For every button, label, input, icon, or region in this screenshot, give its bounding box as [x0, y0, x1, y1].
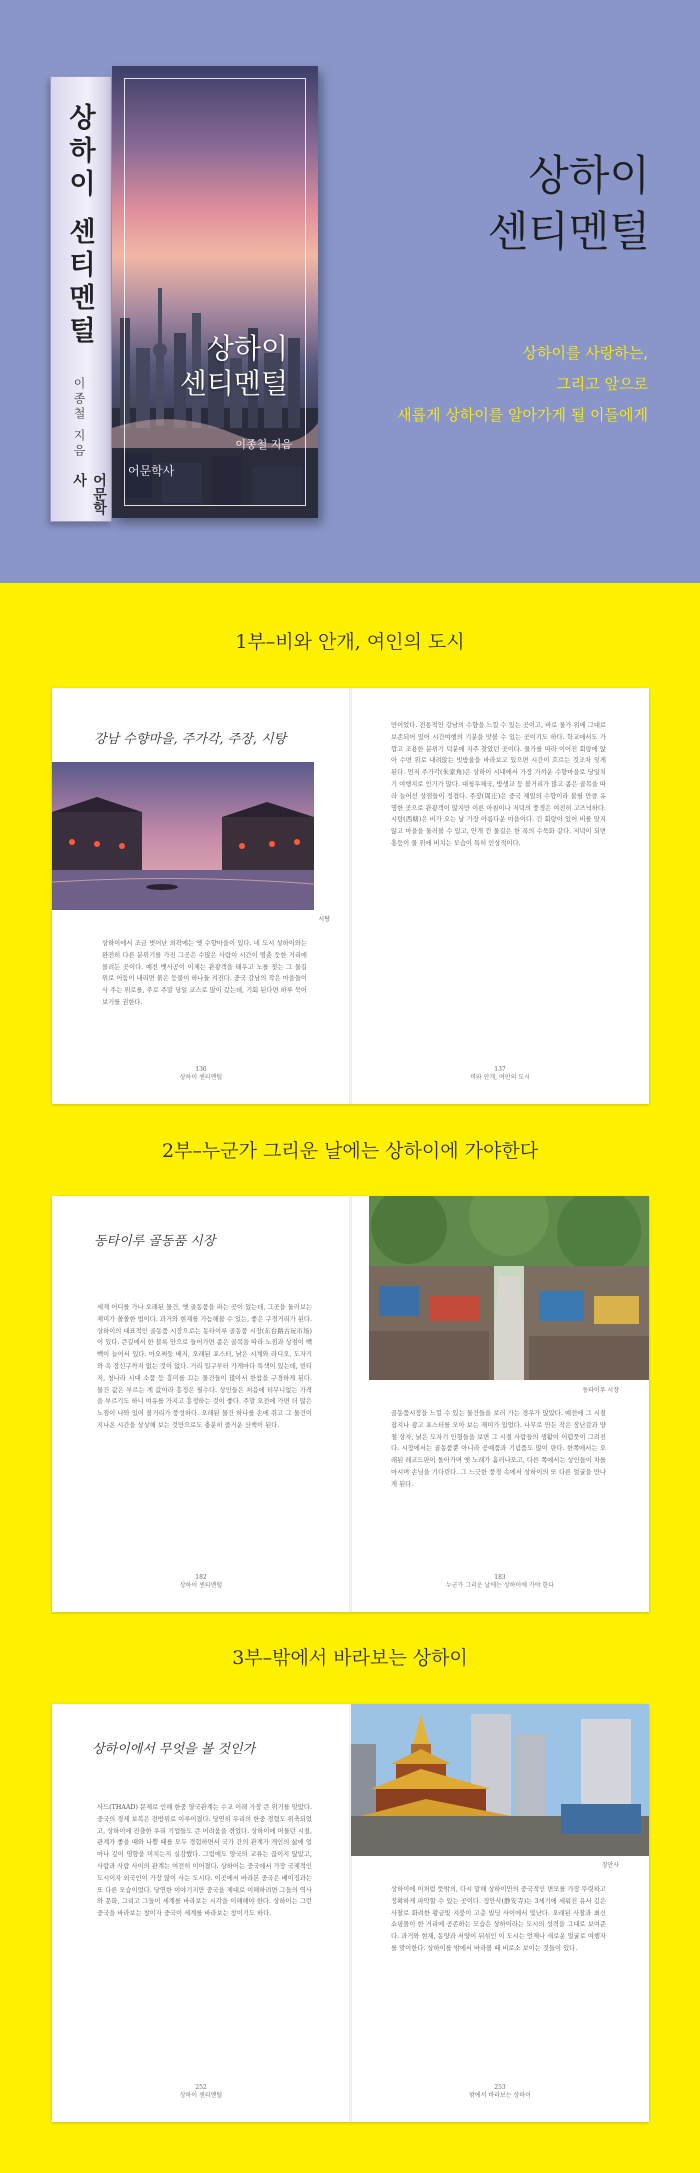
spine-title: 상하이 센티멘털: [64, 103, 95, 350]
page-body-text: 사드(THAAD) 문제로 인해 한중 양국관계는 수교 이래 가장 큰 위기를 맞았다. 중국의 경제 보복은 전방위로 이루어졌다. 당연히 우리의 한중 경협도 위축되었고, 상하이에 진출한 우리 기업들도 큰 어려움을 겪었다. 상하이에 머물던 시절, 관계가 좋을 때와 나쁠 때를 모두 경험하면서 국가 간의 관계가 개인의 삶에 얼마나 깊이 영향을 미치는지 실감했다. 그럼에도 양국의 교류는 끊이지 않았고, 사람과 사람 사이의 관계는 여전히 이어졌다. 상하이는 중국에서 가장 국제적인 도시이자 외국인이 가장 많이 사는 도시다. 이곳에서 바라본 중국은 베이징과는 또 다른 모습이었다. 당연한 이야기지만 중국을 제대로 이해하려면 그들의 역사와 문화, 그리고 그들이 세계를 바라보는 시각을 이해해야 한다. 상하이는 그런 중국을 바라보는 창이자 중국이 세계를 바라보는 창이기도 하다.: [97, 1804, 312, 1918]
cover-publisher: 어문학사: [128, 464, 175, 478]
book-3d-cover: [50, 66, 318, 524]
page-body-text: 세계 어디를 가나 오래된 물건, 옛 골동품을 파는 곳이 있는데, 그곳을 둘러보는 재미가 쏠쏠한 법이다. 과거와 현재를 가늠해볼 수 있는, 좋은 구경거리가 된다. 상하이의 대표적인 골동품 시장으로는 동타이루 골동품 시장(东台路古玩市场)이 있다. 큰길에서 한 블록 안으로 들어가면 좁은 골목을 따라 노점과 상점이 빽빽이 늘어서 있다. 마오쩌둥 배지, 오래된 포스터, 낡은 시계와 라디오, 도자기와 옥 장신구까지 없는 것이 없다. 거리 입구부터 가게마다 특색이 있는데, 빈티지, 청나라 시대 소품 등 흥미를 끄는 물건들이 많아서 한참을 구경하게 된다. 물건 값은 부르는 게 값이라 흥정은 필수다. 상인들은 처음에 터무니없는 가격을 부르기도 하니 여유를 가지고 흥정하는 것이 좋다. 주말 오전에 가면 더 많은 노점이 나와 있어 볼거리가 풍성하다. 오래된 물건 하나를 손에 쥐고 그 물건이 지나온 시간을 상상해 보는 것만으로도 충분히 즐거운 산책이 된다.: [97, 1304, 312, 1429]
spine-author: 이종철 지음: [72, 377, 86, 459]
page-heading: 상하이에서 무엇을 볼 것인가: [92, 1742, 256, 1757]
page-number: 252: [195, 2084, 207, 2091]
spread-3: [52, 1704, 649, 2122]
running-title: 상하이 센티멘털: [179, 1582, 223, 1589]
page-number: 253: [494, 2084, 506, 2091]
page-number: 182: [195, 1574, 207, 1581]
spread-2-left-page: [52, 1196, 350, 1612]
hero-banner: [0, 0, 700, 583]
page-body-text: 상하이에 이처럼 뜻밖의, 다시 말해 상하이만의 중국적인 면모를 가장 뚜렷하고 정확하게 파악할 수 있는 곳이다. 징안사(静安寺)는 3세기에 세워진 유서 깊은 사찰로 화려한 황금빛 지붕이 고층 빌딩 사이에서 빛난다. 오래된 사찰과 최신 쇼핑몰이 한 거리에 공존하는 모습은 상하이라는 도시의 성격을 그대로 보여준다. 과거와 현재, 동양과 서양이 뒤섞인 이 도시는 언제나 새로운 얼굴로 여행자를 맞이한다. 상하이를 밖에서 바라볼 때 비로소 보이는 것들이 있다.: [391, 1886, 606, 1952]
page-folio: [52, 1574, 350, 1590]
running-title: 비와 안개, 여인의 도시: [470, 1074, 530, 1081]
book-spine: [50, 76, 112, 522]
photo-antique-market: [369, 1196, 649, 1380]
running-title: 누군가 그리운 날에는 상하이에 가야 한다: [445, 1582, 555, 1589]
hero-tagline: 상하이를 사랑하는, 그리고 앞으로 새롭게 상하이를 알아가게 될 이들에게: [397, 344, 648, 424]
page-folio: [52, 2084, 350, 2100]
page-number: 183: [494, 1574, 506, 1581]
hero-title: 상하이 센티멘털: [487, 151, 650, 256]
spread-1-left-page: [52, 688, 350, 1104]
photo-caption: 시탕: [318, 916, 330, 923]
section-3-title: 3부–밖에서 바라보는 상하이: [232, 1647, 468, 1669]
page-number: 136: [195, 1066, 207, 1073]
page-number: 137: [494, 1066, 506, 1073]
photo-caption: 징안사: [601, 1862, 619, 1869]
market-street-illustration: [369, 1196, 649, 1380]
spread-2-right-page: [351, 1196, 649, 1612]
temple-illustration: [351, 1704, 649, 1856]
photo-caption: 동타이루 시장: [582, 1387, 619, 1394]
spread-1: [52, 688, 649, 1104]
cover-title: 상하이 센티멘털: [179, 332, 288, 400]
section-1-title: 1부–비와 안개, 여인의 도시: [235, 631, 465, 653]
water-town-illustration: [52, 762, 314, 910]
photo-water-town: [52, 762, 314, 910]
section-2-title: 2부–누군가 그리운 날에는 상하이에 가야한다: [161, 1140, 539, 1162]
spread-3-right-page: [351, 1704, 649, 2122]
spread-3-left-page: [52, 1704, 350, 2122]
page-folio: [351, 1574, 649, 1590]
spread-1-right-page: [351, 688, 649, 1104]
page-folio: [351, 1066, 649, 1082]
page-body-text: 상하이에서 조금 벗어난 외곽에는 옛 수향마을이 있다. 네 도시 상하이와는 완전히 다른 분위기를 가진 그곳은 수많은 사람이 시간이 멈춘 듯한 거리에 몰려든 곳이다. 예전 뱃사공이 이제는 관광객을 태우고 노를 젓는 그 물길 위로 어둠이 내리면 붉은 등불이 하나둘 켜진다. 중국 강남의 작은 마을들이 사 주는 위로를, 주로 주말 당일 코스로 많이 갔는데, 기회 된다면 하루 묵어 보기를 권한다.: [102, 940, 307, 1006]
spread-2: [52, 1196, 649, 1612]
page-heading: 동타이루 골동품 시장: [94, 1234, 216, 1249]
book-front-cover: [112, 66, 318, 518]
spine-publisher: 어문학사: [71, 473, 107, 515]
cover-author: 이종철 지음: [235, 438, 292, 451]
page-folio: [52, 1066, 350, 1082]
page-body-text: 골동품시장을 느낄 수 있는 물건들을 보러 가는 경우가 많았다. 예전에 그 시절 잡지나 광고 포스터를 모아 보는 재미가 있었다. 나무로 만든 작은 장난감과 양철 상자, 낡은 도자기 인형들을 보면 그 시절 사람들의 생활이 어렴풋이 그려진다. 시장에서는 골동품뿐 아니라 공예품과 기념품도 많이 판다. 한쪽에서는 오래된 레코드판이 돌아가며 옛 노래가 흘러나오고, 다른 쪽에서는 상인들이 차를 마시며 손님을 기다린다. 그 느긋한 풍경 속에서 상하이의 또 다른 얼굴을 만나게 된다.: [391, 1410, 606, 1488]
running-title: 상하이 센티멘털: [179, 2092, 223, 2099]
running-title: 밖에서 바라보는 상하이: [469, 2092, 531, 2099]
running-title: 상하이 센티멘털: [179, 1074, 223, 1081]
page-heading: 강남 수향마을, 주가각, 주장, 시탕: [94, 732, 287, 747]
photo-jingan-temple: [351, 1704, 649, 1856]
page-body-text: 만이었다. 전통적인 강남의 수향을 느낄 수 있는 곳이고, 바로 물가 위에 그대로 보존되어 있어 시간여행의 기분을 맛볼 수 있는 곳이기도 하다. 학교에서도 가깝고 조용한 분위기 덕분에 자주 찾았던 곳이다. 물가를 따라 이어진 회랑에 앉아 수면 위로 내려앉는 빗방울을 바라보고 있으면 시간이 흐르는 것조차 잊게 된다. 먼저 주가각(朱家角)은 상하이 시내에서 가장 가까운 수향마을로 당일치기 여행지로 인기가 많다. 대청우체국, 방생교 등 볼거리가 많고 좁은 골목을 따라 늘어선 상점들이 정겹다. 주장(周庄)은 중국 제일의 수향이라 불릴 만큼 유명한 곳으로 관광객이 많지만 이른 아침이나 저녁의 풍경은 여전히 고즈넉하다. 시탕(西塘)은 비가 오는 날 가장 아름다운 마을이다. 긴 회랑이 있어 비를 맞지 않고 마을을 둘러볼 수 있고, 안개 낀 물길은 한 폭의 수묵화 같다. 저녁이 되면 홍등이 물 위에 비치는 모습이 특히 인상적이다.: [391, 722, 606, 847]
page-folio: [351, 2084, 649, 2100]
